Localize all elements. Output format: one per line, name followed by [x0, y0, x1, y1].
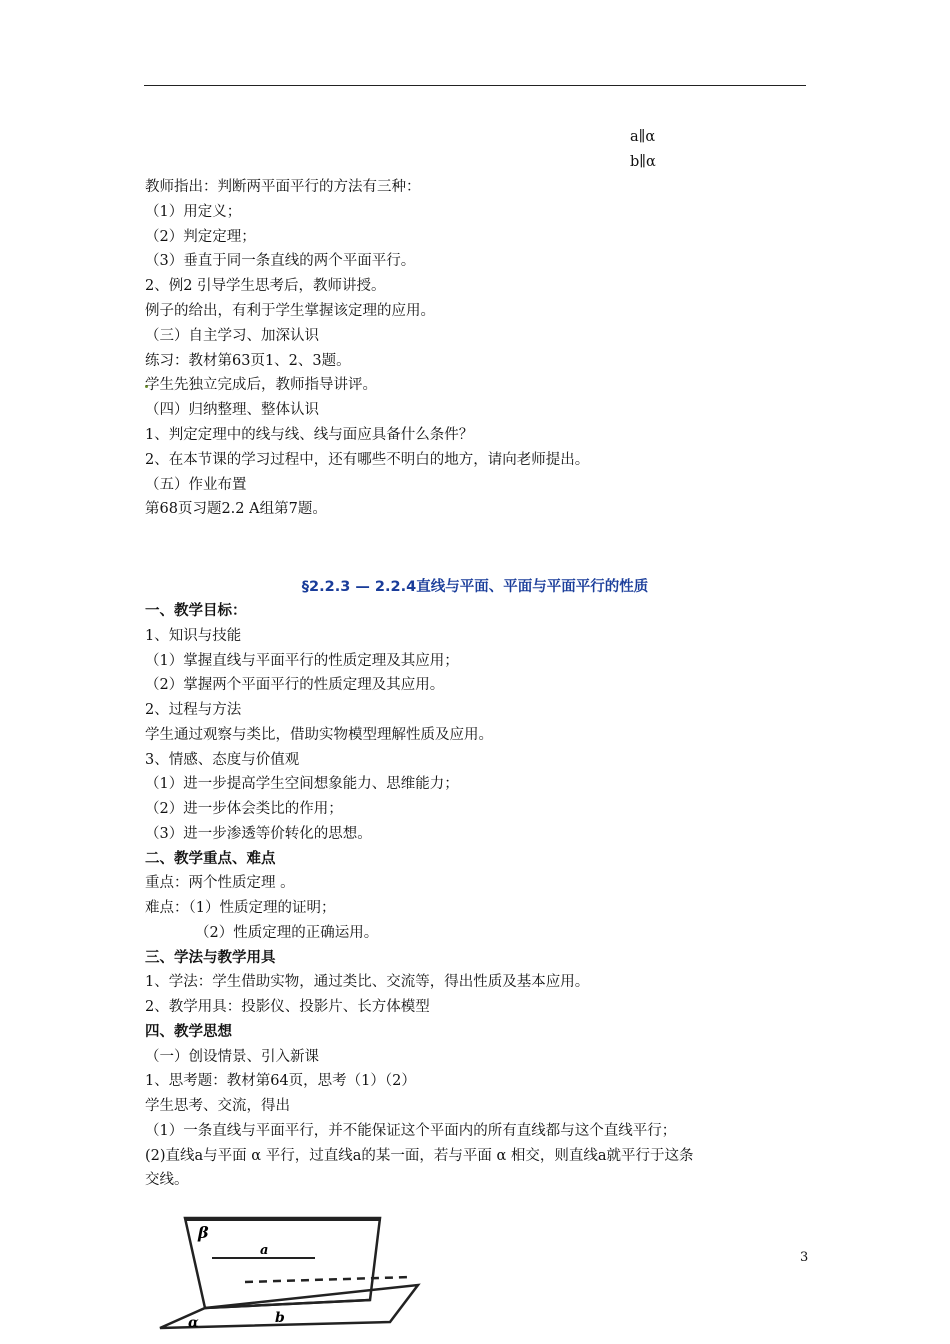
text-line: （1）进一步提高学生空间想象能力、思维能力； — [145, 776, 459, 793]
text-line: （五）作业布置 — [145, 476, 247, 493]
b-label: b — [275, 1310, 285, 1326]
section-heading: 四、教学思想 — [145, 1023, 232, 1040]
text-line: 2、教学用具：投影仪、投影片、长方体模型 — [145, 999, 430, 1015]
section-heading: 二、教学重点、难点 — [145, 850, 276, 867]
text-line: (2)直线a与平面 α 平行，过直线a的某一面，若与平面 α 相交，则直线a就平行于这条 — [145, 1147, 694, 1164]
text-line: b∥α — [630, 154, 656, 170]
text-line: （2）进一步体会类比的作用； — [145, 801, 343, 817]
hidden-edge — [245, 1277, 412, 1282]
text-line: （3）进一步渗透等价转化的思想。 — [145, 825, 372, 842]
section-heading: 一、教学目标： — [145, 603, 247, 619]
text-line: 练习：教材第63页1、2、3题。 — [145, 352, 351, 369]
text-line: （一）创设情景、引入新课 — [145, 1048, 319, 1065]
text-line: （1）一条直线与平面平行，并不能保证这个平面内的所有直线都与这个直线平行； — [145, 1122, 677, 1139]
text-line: （1）用定义； — [145, 203, 242, 220]
text-line: 3、情感、态度与价值观 — [145, 751, 300, 768]
text-line: （3）垂直于同一条直线的两个平面平行。 — [145, 253, 416, 270]
beta-plane-outline — [185, 1218, 380, 1308]
alpha-label: α — [188, 1315, 199, 1330]
text-line: 2、在本节课的学习过程中，还有哪些不明白的地方，请向老师提出。 — [145, 451, 590, 468]
text-line: 学生思考、交流，得出 — [145, 1098, 290, 1114]
page-number: 3 — [800, 1250, 809, 1265]
beta-label: β — [198, 1223, 209, 1242]
text-line: （2）掌握两个平面平行的性质定理及其应用。 — [145, 677, 445, 694]
text-line: （1）掌握直线与平面平行的性质定理及其应用； — [145, 652, 459, 669]
text-line: 交线。 — [145, 1172, 189, 1189]
text-line: 第68页习题2.2 A组第7题。 — [145, 501, 327, 518]
text-line: 2、过程与方法 — [145, 702, 242, 718]
text-line: 学生先独立完成后，教师指导讲评。 — [145, 377, 377, 394]
text-line: （三）自主学习、加深认识 — [145, 327, 319, 344]
planes-figure — [150, 1210, 430, 1330]
text-line: （2）判定定理； — [145, 228, 256, 245]
text-line: 1、思考题：教材第64页，思考（1）（2） — [145, 1073, 416, 1090]
text-line: 学生通过观察与类比，借助实物模型理解性质及应用。 — [145, 726, 493, 743]
text-line: 1、学法：学生借助实物，通过类比、交流等，得出性质及基本应用。 — [145, 974, 590, 991]
text-line: 1、知识与技能 — [145, 627, 242, 644]
text-line: 1、判定定理中的线与线、线与面应具备什么条件？ — [145, 427, 474, 443]
a-label: a — [260, 1243, 269, 1258]
text-line: 2、例2 引导学生思考后，教师讲授。 — [145, 278, 386, 295]
line-b — [205, 1300, 370, 1308]
text-line: （2）性质定理的正确运用。 — [195, 924, 379, 941]
text-line: 例子的给出，有利于学生掌握该定理的应用。 — [145, 303, 435, 319]
text-line: （四）归纳整理、整体认识 — [145, 402, 319, 419]
text-line: 教师指出：判断两平面平行的方法有三种： — [145, 179, 421, 195]
header-rule — [144, 85, 806, 86]
section-heading: 三、学法与教学用具 — [145, 949, 276, 966]
section-title: §2.2.3 — 2.2.4直线与平面、平面与平面平行的性质 — [301, 579, 649, 595]
text-line: 难点：（1）性质定理的证明； — [145, 900, 336, 916]
text-line: a∥α — [630, 129, 656, 145]
text-line: 重点：两个性质定理 。 — [145, 875, 295, 892]
